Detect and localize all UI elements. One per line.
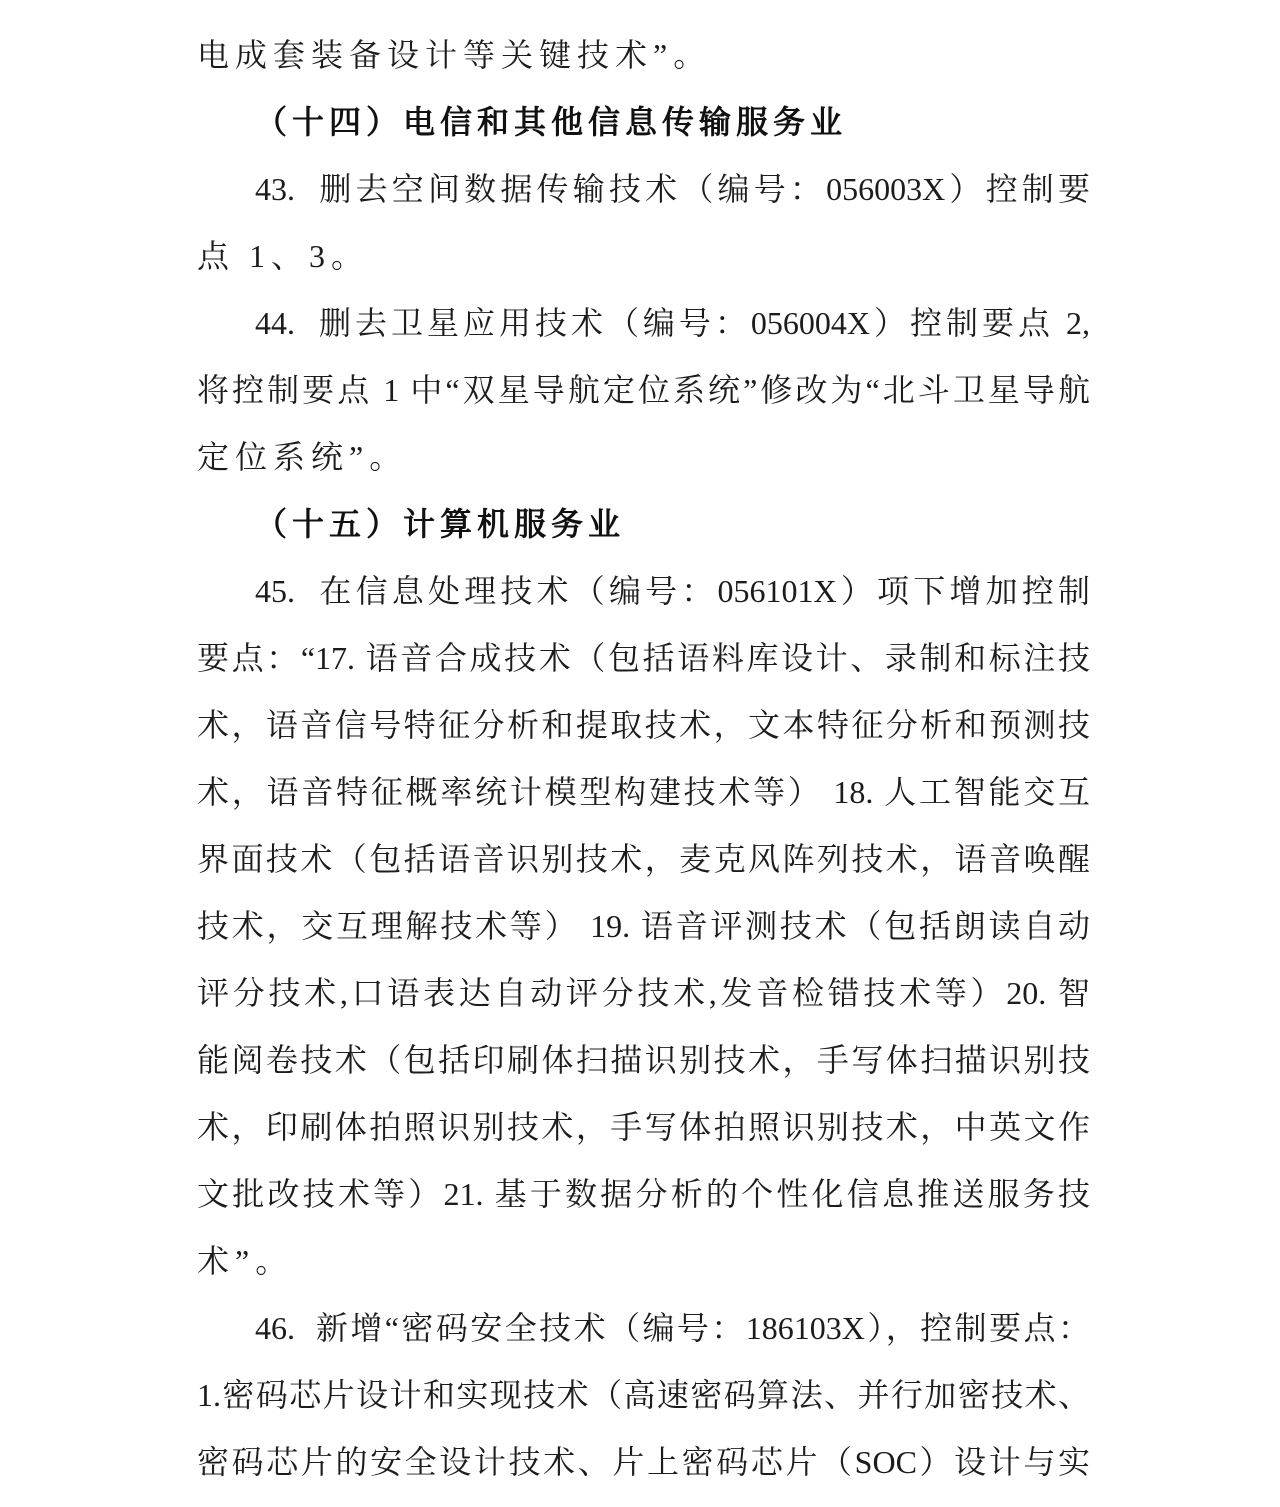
paragraph-line: 术，印刷体拍照识别技术，手写体拍照识别技术，中英文作 xyxy=(197,1109,1090,1145)
paragraph-line: 电成套装备设计等关键技术”。 xyxy=(197,37,712,73)
paragraph-line: 术”。 xyxy=(197,1243,294,1279)
paragraph-line: 密码芯片的安全设计技术、片上密码芯片（SOC）设计与实 xyxy=(197,1444,1090,1480)
paragraph-line: 要点：“17. 语音合成技术（包括语料库设计、录制和标注技 xyxy=(197,640,1090,676)
paragraph-line: 能阅卷技术（包括印刷体扫描识别技术，手写体扫描识别技 xyxy=(197,1042,1090,1078)
paragraph-line: 术，语音信号特征分析和提取技术，文本特征分析和预测技 xyxy=(197,707,1090,743)
paragraph-line: 界面技术（包括语音识别技术，麦克风阵列技术，语音唤醒 xyxy=(197,841,1090,877)
paragraph-line: 评分技术,口语表达自动评分技术,发音检错技术等）20. 智 xyxy=(197,975,1090,1011)
section-heading: （十五）计算机服务业 xyxy=(255,506,626,542)
paragraph-line: 1.密码芯片设计和实现技术（高速密码算法、并行加密技术、 xyxy=(197,1377,1090,1413)
paragraph-line: 术，语音特征概率统计模型构建技术等） 18. 人工智能交互 xyxy=(197,774,1090,810)
paragraph-line: 46. 新增“密码安全技术（编号：186103X），控制要点： xyxy=(255,1310,1090,1346)
paragraph-line: 43. 删去空间数据传输技术（编号：056003X）控制要 xyxy=(255,171,1090,207)
document-page xyxy=(197,22,1090,1496)
paragraph-line: 文批改技术等）21. 基于数据分析的个性化信息推送服务技 xyxy=(197,1176,1090,1212)
paragraph-line: 44. 删去卫星应用技术（编号：056004X）控制要点 2, xyxy=(255,305,1090,341)
paragraph-line: 点 1、3。 xyxy=(197,238,370,274)
paragraph-line: 将控制要点 1 中“双星导航定位系统”修改为“北斗卫星导航 xyxy=(197,372,1090,408)
paragraph-line: 45. 在信息处理技术（编号：056101X）项下增加控制 xyxy=(255,573,1090,609)
paragraph-line: 技术，交互理解技术等） 19. 语音评测技术（包括朗读自动 xyxy=(197,908,1090,944)
section-heading: （十四）电信和其他信息传输服务业 xyxy=(255,104,848,140)
paragraph-line: 定位系统”。 xyxy=(197,439,408,475)
